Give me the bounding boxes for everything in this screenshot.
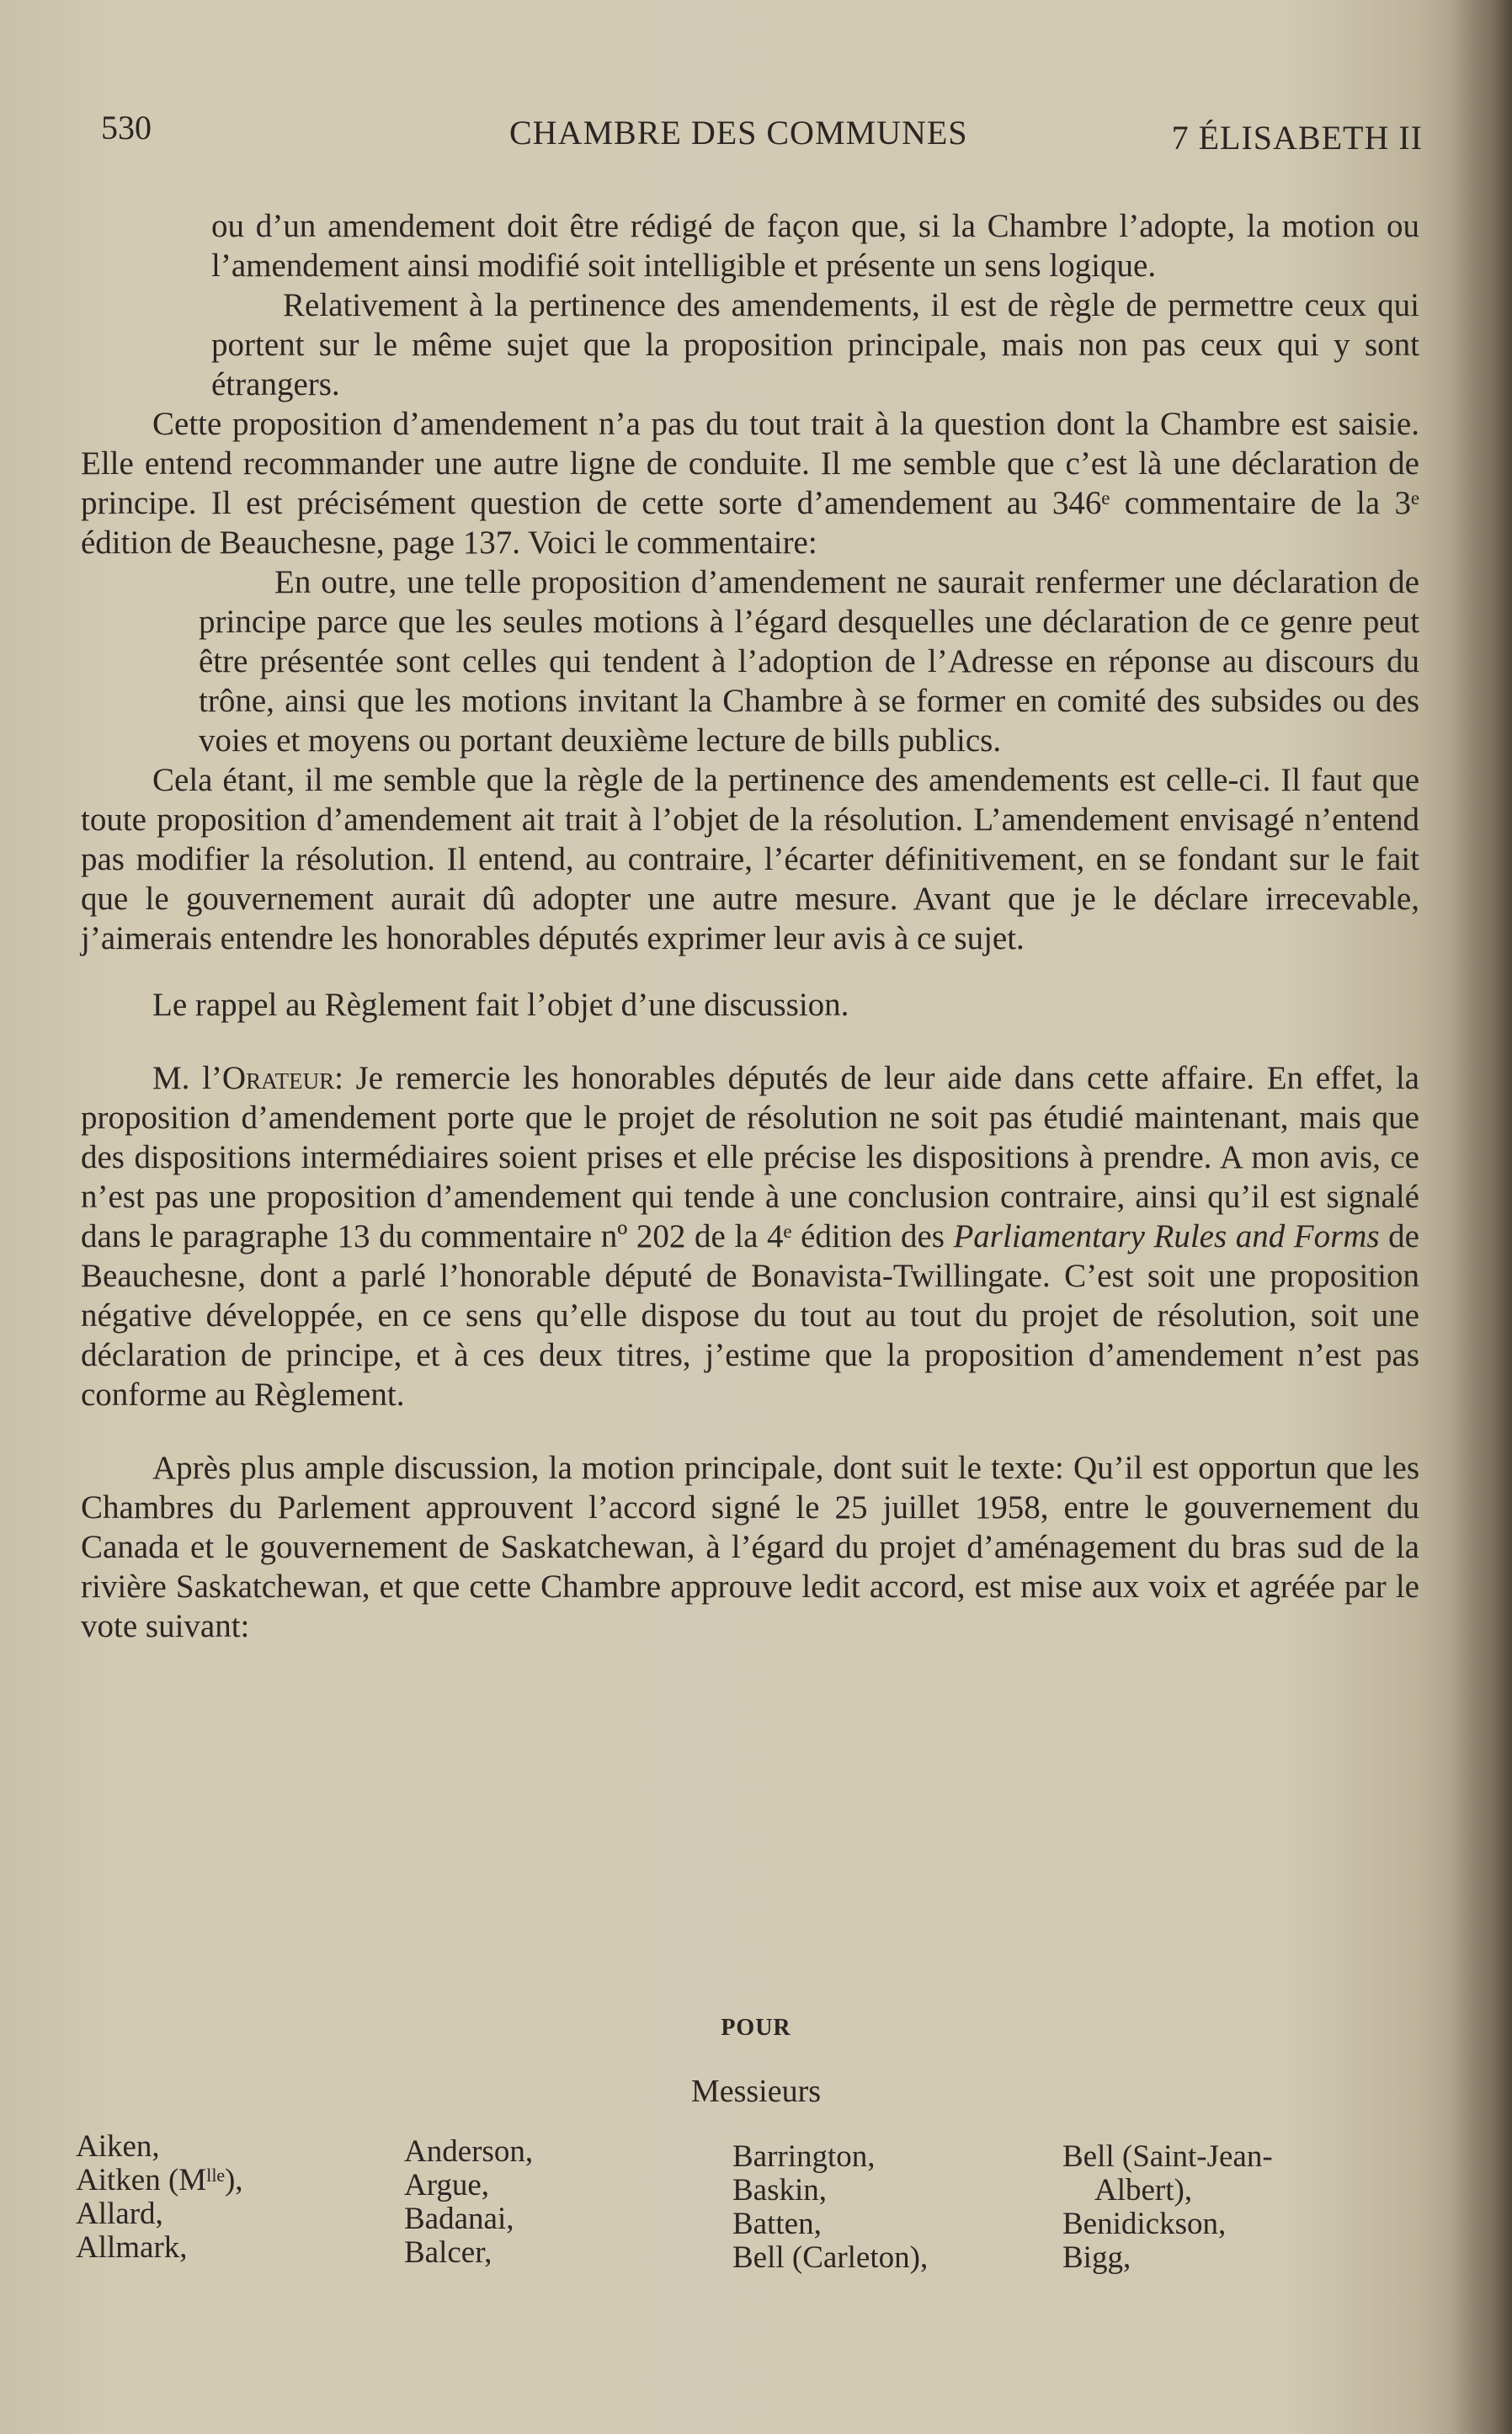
member-name: Batten, xyxy=(732,2207,822,2241)
paragraph-speaker-decision xyxy=(81,1058,1419,1414)
names-column-2 xyxy=(404,2135,732,2270)
paragraph-relevance-rule: Relativement à la pertinence des amendements, il est de règle de permettre ceux qui portent sur le même sujet que la proposition principale, mais non pas ceux qui y sont étrangers. xyxy=(211,287,1419,402)
member-name: Anderson, xyxy=(404,2134,534,2169)
page-number: 530 xyxy=(101,109,152,146)
member-name: Bell (Saint-Jean- xyxy=(1062,2139,1273,2174)
member-name: Bigg, xyxy=(1062,2240,1131,2275)
page-body xyxy=(81,206,1419,1646)
member-name: Allard, xyxy=(76,2197,163,2231)
paragraph-ruling: Cela étant, il me semble que la règle de la pertinence des amendements est celle-ci. Il faut que toute proposition d’amendement ait trait à l’objet de la résolution. L’amendement envisagé n’entend pas modifier la résolution. Il entend, au contraire, l’écarter définitivement, en se fondant sur le fait que le gouvernement aurait dû adopter une autre mesure. Avant que je le déclare irrecevable, j’aimerais entendre les honorables députés exprimer leur avis à ce sujet. xyxy=(81,762,1419,956)
vote-subheading: Messieurs xyxy=(690,2074,822,2109)
member-name: Aitken (Mˡˡᵉ), xyxy=(76,2163,243,2197)
member-name: Argue, xyxy=(404,2168,490,2202)
quoted-commentary: En outre, une telle proposition d’amendement ne saurait renfermer une déclaration de principe parce que les seules motions à l’égard desquelles une déclaration de ce genre peut être présentée sont celles qui tendent à l’adoption de l’Adresse en réponse au discours du trône, ainsi que les motions invitant la Chambre à se former en comité des subsides ou des voies et moyens ou portant deuxième lecture de bills publics. xyxy=(199,564,1419,759)
member-name: Allmark, xyxy=(76,2230,188,2265)
running-title: CHAMBRE DES COMMUNES xyxy=(509,114,968,152)
page-header xyxy=(101,108,1423,158)
member-name-continuation: Albert), xyxy=(1094,2173,1193,2208)
speaker-text-a: : Je remercie les honorables députés de leur aide dans cette affaire. En effet, la proposition d’amendement porte que le projet de résolution ne soit pas étudié maintenant, mais que des dispositions intermédiaires soient prises et elle précise les dispositions à prendre. A mon avis, ce n’est pas une proposition d’amendement qui tende à une conclusion contraire, ainsi qu’il est signalé dans le paragraphe 13 du commentaire nº 202 de la 4ᵉ édition des xyxy=(81,1060,1419,1254)
paragraph-rule-continuation: ou d’un amendement doit être rédigé de façon que, si la Chambre l’adopte, la motion ou l’amendement ainsi modifié soit intelligible et présente un sens logique. xyxy=(211,208,1419,284)
member-name: Balcer, xyxy=(404,2235,492,2270)
names-column-3 xyxy=(732,2140,1061,2275)
member-name: Bell (Carleton), xyxy=(732,2240,929,2275)
book-title: Parliamentary Rules and Forms xyxy=(953,1218,1380,1254)
member-name: Barrington, xyxy=(732,2139,876,2174)
member-name: Aiken, xyxy=(76,2129,160,2164)
vote-names xyxy=(76,2130,1423,2298)
member-name: Baskin, xyxy=(732,2173,828,2208)
regnal-year: 7 ÉLISABETH II xyxy=(1171,119,1423,157)
paragraph-amendment-analysis: Cette proposition d’amendement n’a pas du tout trait à la question dont la Chambre est saisie. Elle entend recommander une autre ligne de conduite. Il me semble que c’est là une déclaration de principe. Il est précisément question de cette sorte d’amendement au 346ᵉ commentaire de la 3ᵉ édition de Beauchesne, page 137. Voici le commentaire: xyxy=(81,406,1419,561)
speaker-name: Orateur xyxy=(221,1060,335,1096)
paragraph-main-motion: Après plus ample discussion, la motion principale, dont suit le texte: Qu’il est opportun que les Chambres du Parlement approuvent l’accord signé le 25 juillet 1958, entre le gouvernement du Canada et le gouvernement de Saskatchewan, à l’égard du projet d’aménagement du bras sud de la rivière Saskatchewan, et que cette Chambre approuve ledit accord, est mise aux voix et agréée par le vote suivant: xyxy=(81,1450,1419,1644)
speaker-text-b: de Beauchesne, dont a parlé l’honorable député de Bonavista-Twillingate. C’est soit une proposition négative développée, en ce sens qu’elle dispose du tout au tout du projet de résolution, soit une déclaration de principe, et à ces deux titres, j’estime que la proposition d’amendement n’est pas conforme au Règlement. xyxy=(81,1218,1419,1413)
names-column-4 xyxy=(1062,2140,1391,2275)
names-column-1 xyxy=(76,2130,404,2265)
member-name: Benidickson, xyxy=(1062,2207,1227,2241)
paragraph-discussion-note: Le rappel au Règlement fait l’objet d’une discussion. xyxy=(152,987,849,1023)
speaker-prefix: M. l’ xyxy=(152,1060,222,1096)
member-name: Badanai, xyxy=(404,2202,514,2236)
vote-heading: POUR xyxy=(721,2015,791,2041)
